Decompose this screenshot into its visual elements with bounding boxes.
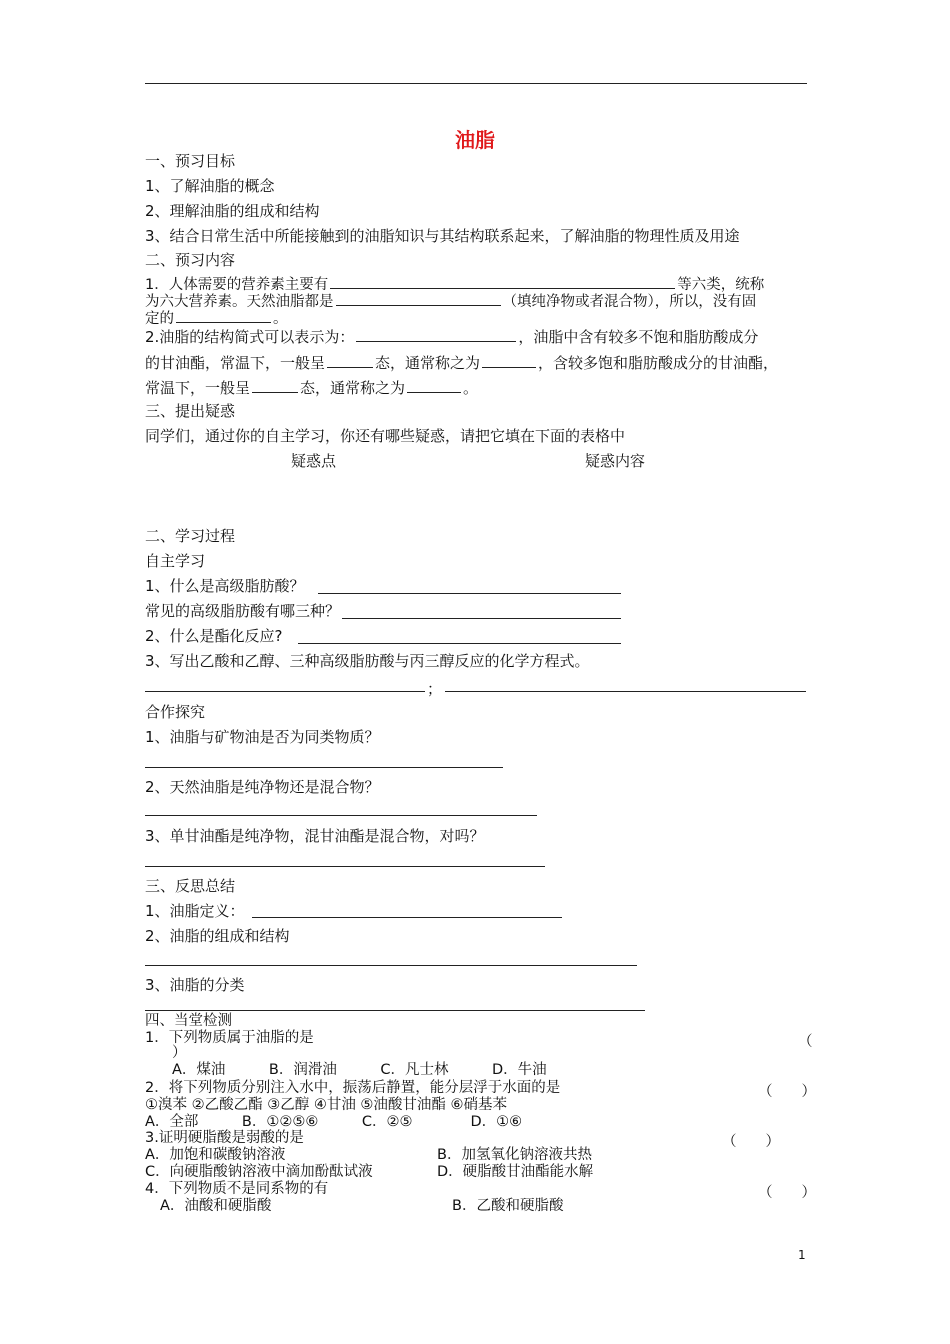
test-q1-options: A．煤油 B．润滑油 C．凡士林 D．牛油 xyxy=(172,1062,547,1078)
test-q3-paren: （ ） xyxy=(722,1134,780,1150)
test-q4-option-b: B．乙酸和硬脂酸 xyxy=(452,1198,564,1214)
test-q3-option-d: D．硬脂酸甘油酯能水解 xyxy=(437,1164,594,1180)
q1-text-d: （填纯净物或者混合物），所以，没有固 xyxy=(502,294,757,310)
q2-text-c: 的甘油酯，常温下，一般呈 xyxy=(145,354,326,372)
test-q4-paren: （ ） xyxy=(758,1185,816,1201)
coop-q2-answer-line[interactable] xyxy=(145,815,537,816)
equation-line-1[interactable] xyxy=(145,691,425,692)
fixed-blank[interactable] xyxy=(176,307,271,323)
test-q3-option-b: B．加氢氧化钠溶液共热 xyxy=(437,1147,592,1163)
process-q2: 2、什么是酯化反应? xyxy=(145,627,283,645)
process-q3: 3、写出乙酸和乙醇、三种高级脂肪酸与丙三醇反应的化学方程式。 xyxy=(145,652,590,670)
sec2-q2-line1 xyxy=(145,326,758,347)
q2-text-d: 态，通常称之为 xyxy=(375,354,481,372)
state-blank-1[interactable] xyxy=(327,352,373,368)
process-q1-answer-line[interactable] xyxy=(318,593,621,594)
test-q4-option-a: A．油酸和硬脂酸 xyxy=(160,1198,272,1214)
coop-q2: 2、天然油脂是纯净物还是混合物？ xyxy=(145,778,380,796)
coop-q1-answer-line[interactable] xyxy=(145,767,503,768)
name-blank-1[interactable] xyxy=(482,352,536,368)
sec1-item-2: 2、理解油脂的组成和结构 xyxy=(145,202,320,220)
reflect-q1: 1、油脂定义： xyxy=(145,902,245,920)
q2-text-f: 常温下，一般呈 xyxy=(145,379,251,397)
definition-answer-line[interactable] xyxy=(252,917,562,918)
equation-line-2[interactable] xyxy=(445,691,806,692)
q1-text-a: 1．人体需要的营养素主要有 xyxy=(145,277,329,293)
test-q1-paren-close: ） xyxy=(172,1045,187,1061)
coop-heading: 合作探究 xyxy=(145,703,206,721)
test-q4: 4．下列物质不是同系物的有 xyxy=(145,1181,329,1197)
test-q1: 1．下列物质属于油脂的是 xyxy=(145,1030,314,1046)
test-q2-items: ①溴苯 ②乙酸乙酯 ③乙醇 ④甘油 ⑤油酸甘油酯 ⑥硝基苯 xyxy=(145,1097,508,1113)
composition-answer-line[interactable] xyxy=(145,965,637,966)
self-study-heading: 自主学习 xyxy=(145,552,206,570)
state-blank-2[interactable] xyxy=(252,377,298,393)
sec2-heading: 二、预习内容 xyxy=(145,251,236,269)
sec3-heading: 三、提出疑惑 xyxy=(145,402,236,420)
test-q3-option-a: A．加饱和碳酸钠溶液 xyxy=(145,1147,286,1163)
test-q1-paren-open: （ xyxy=(798,1034,813,1050)
q2-text-a: 2.油脂的结构简式可以表示为： xyxy=(145,328,355,346)
process-q1b: 常见的高级脂肪酸有哪三种？ xyxy=(145,602,341,620)
coop-q3-answer-line[interactable] xyxy=(145,866,545,867)
q2-text-g: 态，通常称之为 xyxy=(300,379,406,397)
q1-text-c: 为六大营养素。天然油脂都是 xyxy=(145,294,334,310)
reflect-q3: 3、油脂的分类 xyxy=(145,976,245,994)
process-q1: 1、什么是高级脂肪酸？ xyxy=(145,577,305,595)
classification-answer-line[interactable] xyxy=(145,1010,645,1011)
q1-text-f: 。 xyxy=(273,311,288,327)
reflect-heading: 三、反思总结 xyxy=(145,877,236,895)
header-rule xyxy=(145,83,807,84)
nutrients-blank[interactable] xyxy=(330,273,675,289)
coop-q3: 3、单甘油酯是纯净物，混甘油酯是混合物，对吗？ xyxy=(145,827,485,845)
q2-text-h: 。 xyxy=(463,379,479,397)
sec2-q2-line2 xyxy=(145,352,778,373)
sec1-heading: 一、预习目标 xyxy=(145,152,236,170)
test-heading: 四、当堂检测 xyxy=(145,1013,232,1029)
process-heading: 二、学习过程 xyxy=(145,527,236,545)
reflect-q2: 2、油脂的组成和结构 xyxy=(145,927,290,945)
test-q2-options: A．全部 B．①②⑤⑥ C．②⑤ D．①⑥ xyxy=(145,1114,523,1130)
structure-blank[interactable] xyxy=(356,326,516,342)
coop-q1: 1、油脂与矿物油是否为同类物质？ xyxy=(145,728,380,746)
q1-text-b: 等六类，统称 xyxy=(677,277,765,293)
name-blank-2[interactable] xyxy=(407,377,461,393)
sec2-q1-line3 xyxy=(145,307,288,328)
test-q2-paren: （ ） xyxy=(758,1084,816,1100)
doubt-col-point: 疑惑点 xyxy=(291,452,337,470)
pure-mixture-blank[interactable] xyxy=(336,290,501,306)
sec2-q2-line3 xyxy=(145,377,478,398)
q1-text-e: 定的 xyxy=(145,311,174,327)
test-q3-option-c: C．向硬脂酸钠溶液中滴加酚酞试液 xyxy=(145,1164,373,1180)
test-q3: 3.证明硬脂酸是弱酸的是 xyxy=(145,1130,304,1146)
doubt-col-content: 疑惑内容 xyxy=(585,452,646,470)
sec1-item-1: 1、了解油脂的概念 xyxy=(145,177,275,195)
q2-text-b: ，油脂中含有较多不饱和脂肪酸成分 xyxy=(518,328,759,346)
page-title: 油脂 xyxy=(455,128,495,152)
process-q1b-answer-line[interactable] xyxy=(342,618,621,619)
equation-separator: ； xyxy=(427,680,443,698)
page-number: 1 xyxy=(798,1248,806,1262)
process-q2-answer-line[interactable] xyxy=(298,643,621,644)
test-q2: 2．将下列物质分别注入水中，振荡后静置，能分层浮于水面的是 xyxy=(145,1080,561,1096)
q2-text-e: ，含较多饱和脂肪酸成分的甘油酯， xyxy=(538,354,779,372)
sec1-item-3: 3、结合日常生活中所能接触到的油脂知识与其结构联系起来，了解油脂的物理性质及用途 xyxy=(145,227,740,245)
sec3-intro: 同学们，通过你的自主学习，你还有哪些疑惑，请把它填在下面的表格中 xyxy=(145,427,626,445)
